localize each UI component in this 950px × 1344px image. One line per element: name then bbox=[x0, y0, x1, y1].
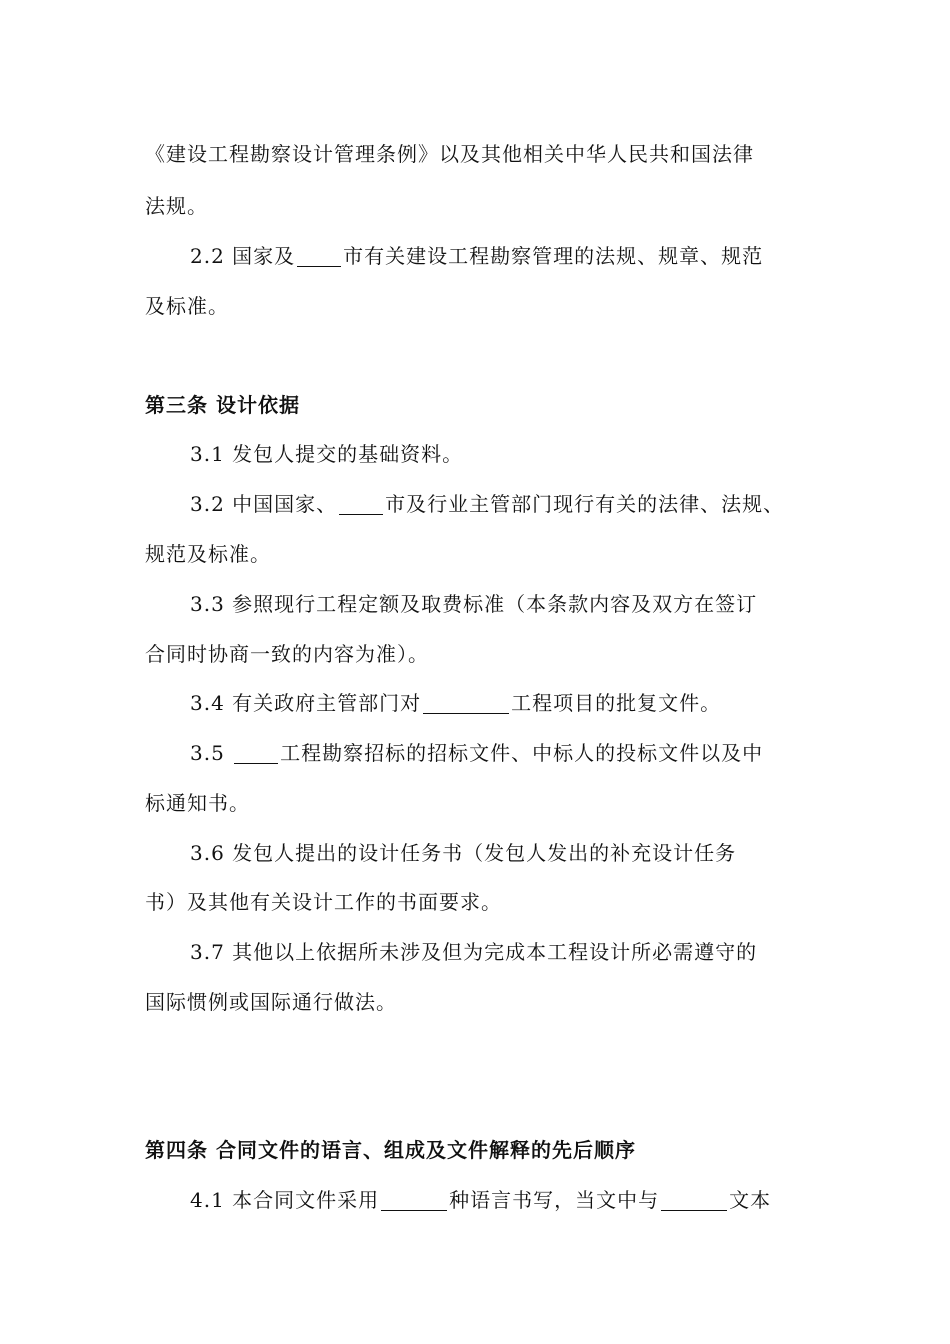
clause-text: 3.4 有关政府主管部门对 bbox=[190, 691, 422, 715]
paragraph-line: 《建设工程勘察设计管理条例》以及其他相关中华人民共和国法律 bbox=[145, 142, 754, 166]
fill-in-blank[interactable] bbox=[661, 1190, 727, 1211]
fill-in-blank[interactable] bbox=[423, 693, 509, 714]
clause-3-5 bbox=[190, 737, 763, 766]
paragraph-line: 国际惯例或国际通行做法。 bbox=[145, 990, 397, 1014]
article-3-heading: 第三条 设计依据 bbox=[145, 393, 300, 417]
paragraph-line: 规范及标准。 bbox=[145, 542, 271, 566]
paragraph-line: 及标准。 bbox=[145, 294, 229, 318]
fill-in-blank[interactable] bbox=[297, 246, 341, 267]
clause-3-4 bbox=[190, 687, 721, 716]
paragraph-line: 法规。 bbox=[145, 194, 208, 218]
clause-text: 文本 bbox=[729, 1188, 772, 1212]
fill-in-blank[interactable] bbox=[339, 494, 383, 515]
paragraph-line: 书）及其他有关设计工作的书面要求。 bbox=[145, 890, 502, 914]
clause-text: 市及行业主管部门现行有关的法律、法规、 bbox=[385, 492, 785, 516]
clause-3-2 bbox=[190, 488, 784, 517]
paragraph-line: 标通知书。 bbox=[145, 791, 250, 815]
fill-in-blank[interactable] bbox=[381, 1190, 447, 1211]
clause-text: 4.1 本合同文件采用 bbox=[190, 1188, 380, 1212]
clause-text: 工程勘察招标的招标文件、中标人的投标文件以及中 bbox=[280, 741, 764, 765]
clause-text: 种语言书写，当文中与 bbox=[449, 1188, 660, 1212]
clause-text: 2.2 国家及 bbox=[190, 244, 296, 268]
clause-3-6: 3.6 发包人提出的设计任务书（发包人发出的补充设计任务 bbox=[190, 841, 737, 865]
clause-4-1 bbox=[190, 1184, 771, 1213]
clause-text: 市有关建设工程勘察管理的法规、规章、规范 bbox=[343, 244, 764, 268]
clause-2-2 bbox=[190, 240, 763, 269]
clause-3-1: 3.1 发包人提交的基础资料。 bbox=[190, 442, 464, 466]
article-4-heading: 第四条 合同文件的语言、组成及文件解释的先后顺序 bbox=[145, 1138, 636, 1162]
clause-text: 3.2 中国国家、 bbox=[190, 492, 338, 516]
paragraph-line: 合同时协商一致的内容为准）。 bbox=[145, 642, 429, 666]
clause-text: 3.5 bbox=[190, 741, 233, 765]
clause-text: 工程项目的批复文件。 bbox=[511, 691, 722, 715]
clause-3-7: 3.7 其他以上依据所未涉及但为完成本工程设计所必需遵守的 bbox=[190, 940, 758, 964]
fill-in-blank[interactable] bbox=[234, 743, 278, 764]
clause-3-3: 3.3 参照现行工程定额及取费标准（本条款内容及双方在签订 bbox=[190, 592, 758, 616]
